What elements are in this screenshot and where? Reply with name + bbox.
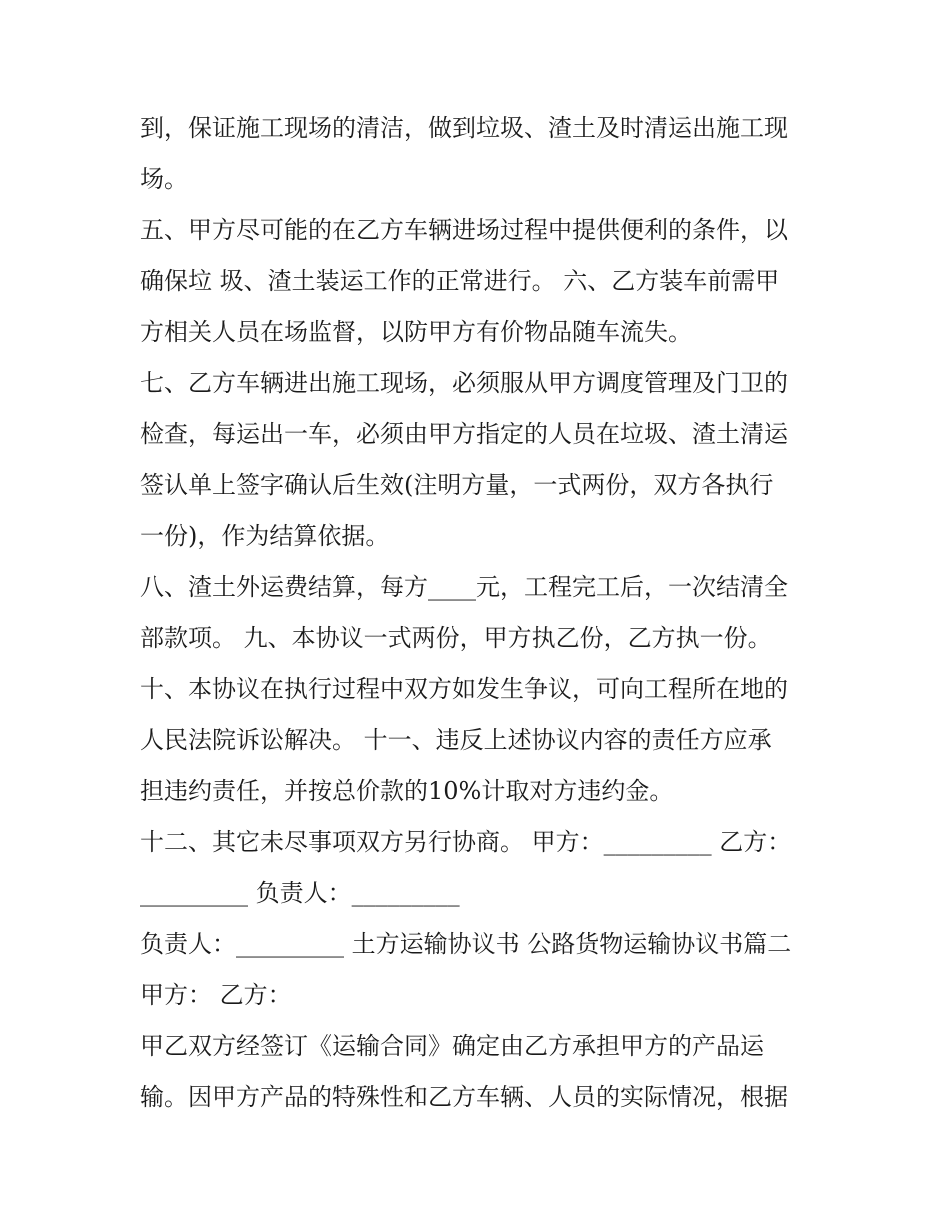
text-line: 五、甲方尽可能的在乙方车辆进场过程中提供便利的条件，以 — [140, 216, 788, 244]
text-line: 负责人：_________ 土方运输协议书 公路货物运输协议书篇二 — [140, 930, 792, 958]
text-line: 七、乙方车辆进出施工现场，必须服从甲方调度管理及门卫的 — [140, 369, 788, 397]
text-line: 检查，每运出一车，必须由甲方指定的人员在垃圾、渣土清运 — [140, 420, 788, 448]
text-line: 十、本协议在执行过程中双方如发生争议，可向工程所在地的 — [140, 675, 788, 703]
text-line: 甲乙双方经签订《运输合同》确定由乙方承担甲方的产品运 — [140, 1032, 764, 1060]
text-line: 确保垃 圾、渣土装运工作的正常进行。 六、乙方装车前需甲 — [140, 267, 780, 295]
document-body — [140, 103, 820, 1123]
text-line: _________ 负责人：_________ — [140, 879, 460, 907]
text-line: 方相关人员在场监督，以防甲方有价物品随车流失。 — [140, 318, 692, 346]
text-line: 担违约责任，并按总价款的10%计取对方违约金。 — [140, 777, 674, 805]
text-line: 十二、其它未尽事项双方另行协商。 甲方：_________ 乙方： — [140, 828, 792, 856]
text-line: 输。因甲方产品的特殊性和乙方车辆、人员的实际情况，根据 — [140, 1083, 788, 1111]
text-line: 甲方： 乙方： — [140, 981, 292, 1009]
text-line: 一份)，作为结算依据。 — [140, 522, 390, 550]
text-line: 场。 — [140, 165, 188, 193]
text-line: 部款项。 九、本协议一式两份，甲方执乙份，乙方执一份。 — [140, 624, 772, 652]
text-line: 人民法院诉讼解决。 十一、违反上述协议内容的责任方应承 — [140, 726, 772, 754]
text-line: 到，保证施工现场的清洁，做到垃圾、渣土及时清运出施工现 — [140, 114, 788, 142]
text-line: 八、渣土外运费结算，每方____元，工程完工后，一次结清全 — [140, 573, 788, 601]
text-line: 签认单上签字确认后生效(注明方量，一式两份，双方各执行 — [140, 471, 774, 499]
